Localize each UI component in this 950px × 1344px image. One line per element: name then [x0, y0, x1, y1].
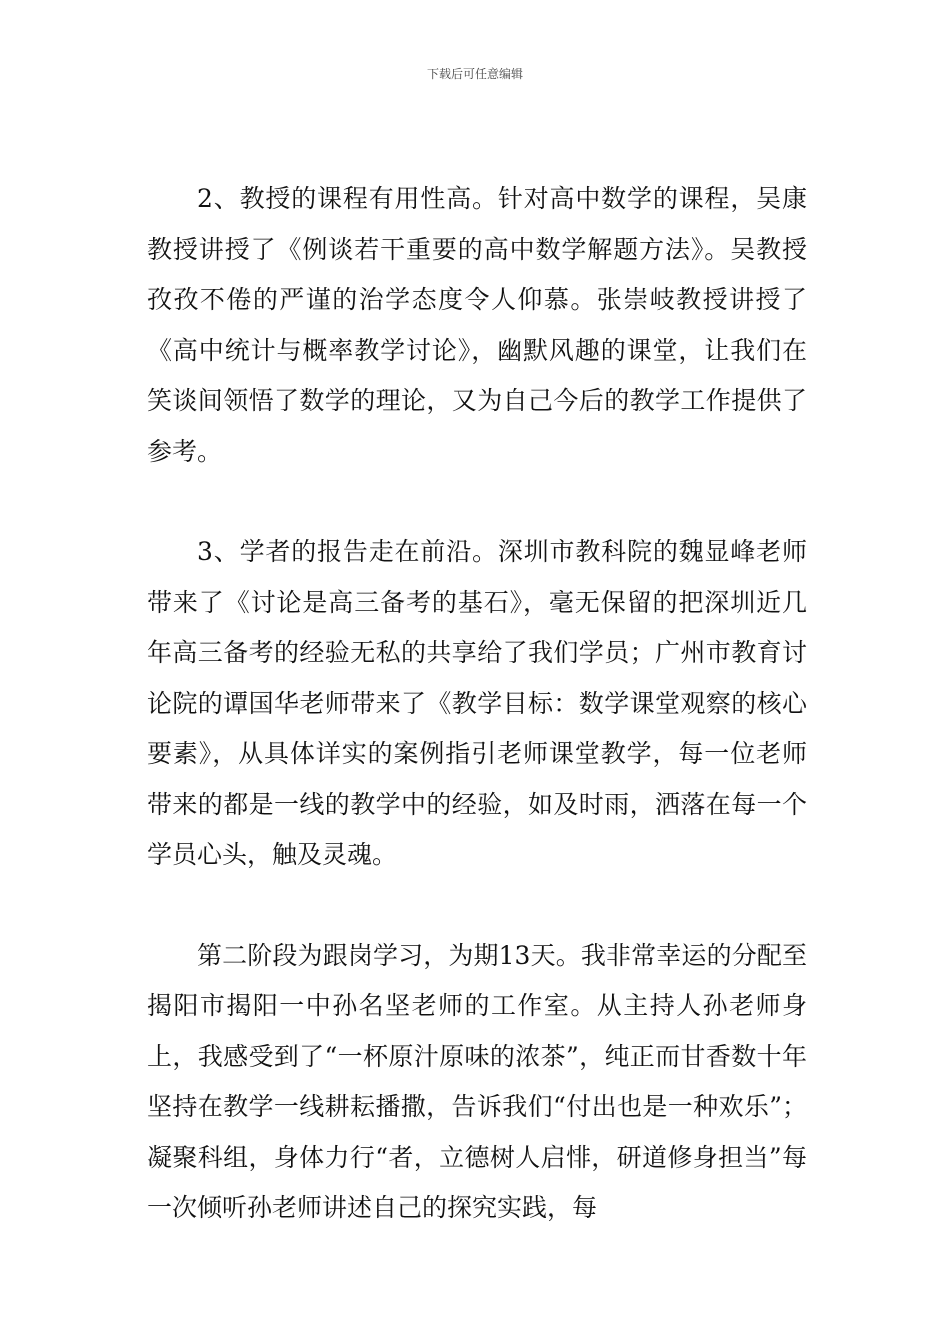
paragraph-1: 2、教授的课程有用性高。针对高中数学的课程，吴康教授讲授了《例谈若干重要的高中数学解题方法》。吴教授孜孜不倦的严谨的治学态度令人仰慕。张崇岐教授讲授了《高中统计与概率教学讨论》，幽默风趣的课堂，让我们在笑谈间领悟了数学的理论，又为自己今后的教学工作提供了参考。: [147, 184, 807, 466]
document-body: [147, 174, 807, 1234]
paragraph-2: 3、学者的报告走在前沿。深圳市教科院的魏显峰老师带来了《讨论是高三备考的基石》，毫无保留的把深圳近几年高三备考的经验无私的共享给了我们学员；广州市教育讨论院的谭国华老师带来了《教学目标：数学课堂观察的核心要素》，从具体详实的案例指引老师课堂教学，每一位老师带来的都是一线的教学中的经验，如及时雨，洒落在每一个学员心头，触及灵魂。: [147, 537, 807, 869]
paragraph-3: 第二阶段为跟岗学习，为期13天。我非常幸运的分配至揭阳市揭阳一中孙名坚老师的工作室。从主持人孙老师身上，我感受到了“一杯原汁原味的浓茶”，纯正而甘香数十年坚持在教学一线耕耘播撒，告诉我们“付出也是一种欢乐”；凝聚科组，身体力行“者，立德树人启悱，研道修身担当”每一次倾听孙老师讲述自己的探究实践，每: [147, 940, 807, 1222]
page-header: 下载后可任意编辑: [426, 67, 523, 81]
